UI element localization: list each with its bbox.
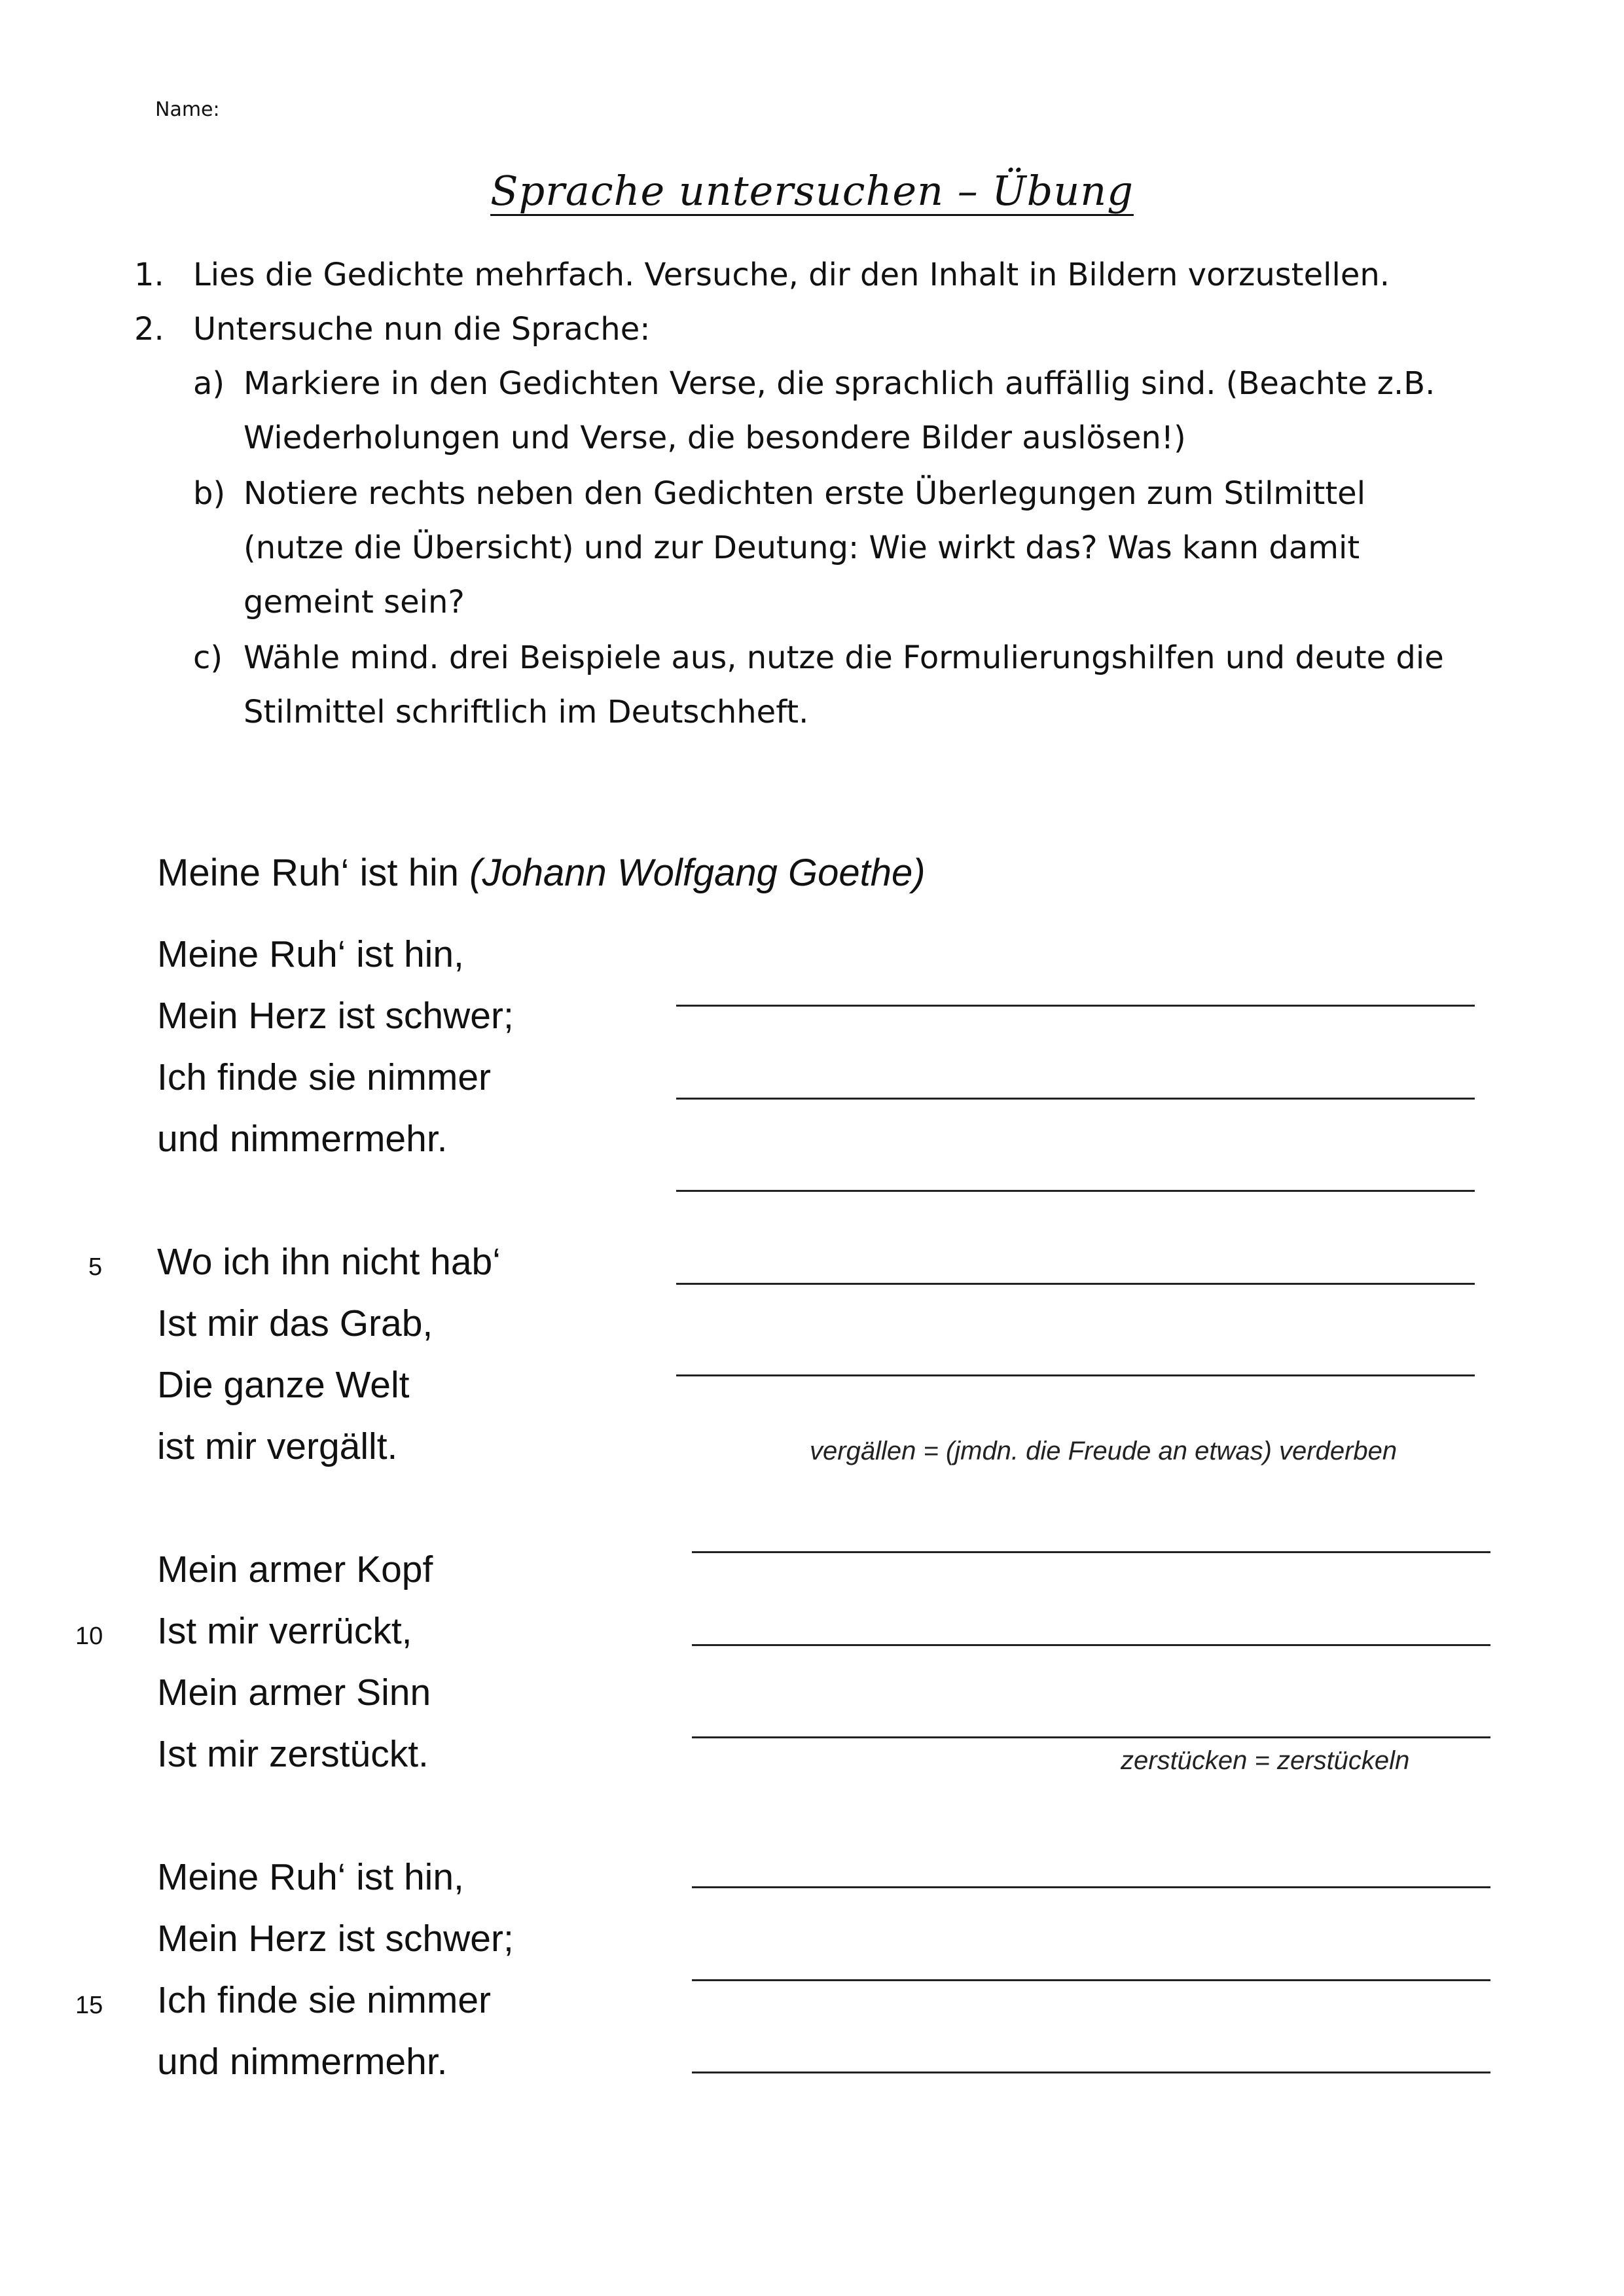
- subtask-b-line-1: Notiere rechts neben den Gedichten erste Überlegungen zum Stilmittel: [244, 475, 1366, 512]
- verse-7: Die ganze Welt: [157, 1364, 410, 1406]
- verse-12: Ist mir zerstückt.: [157, 1733, 429, 1775]
- subtask-a-line-2: Wiederholungen und Verse, die besondere Bilder auslösen!): [244, 420, 1186, 456]
- writing-line[interactable]: [676, 1098, 1475, 1100]
- writing-line[interactable]: [692, 1886, 1490, 1888]
- name-label: Name:: [155, 98, 220, 121]
- verse-11: Mein armer Sinn: [157, 1672, 431, 1713]
- subtask-a-letter: a): [193, 365, 225, 402]
- verse-15: Ich finde sie nimmer: [157, 1979, 492, 2021]
- poem-title: [157, 851, 926, 895]
- writing-line[interactable]: [692, 1979, 1490, 1981]
- writing-line[interactable]: [692, 1551, 1490, 1553]
- subtask-c-line-2: Stilmittel schriftlich im Deutschheft.: [244, 694, 809, 730]
- subtask-c-letter: c): [193, 639, 223, 676]
- verse-6: Ist mir das Grab,: [157, 1302, 433, 1344]
- task-1-number: 1.: [134, 257, 164, 293]
- line-number-5: 5: [88, 1253, 103, 1281]
- verse-8: ist mir vergällt.: [157, 1426, 398, 1467]
- verse-13: Meine Ruh‘ ist hin,: [157, 1856, 464, 1898]
- vocab-note-vergaellen: vergällen = (jmdn. die Freude an etwas) verderben: [810, 1437, 1398, 1465]
- verse-14: Mein Herz ist schwer;: [157, 1918, 514, 1960]
- writing-line[interactable]: [676, 1283, 1475, 1285]
- subtask-c-line-1: Wähle mind. drei Beispiele aus, nutze die Formulierungshilfen und deute die: [244, 639, 1444, 676]
- verse-1: Meine Ruh‘ ist hin,: [157, 933, 464, 975]
- line-number-10: 10: [75, 1623, 103, 1650]
- writing-line[interactable]: [692, 1736, 1490, 1738]
- task-2-number: 2.: [134, 311, 164, 348]
- verse-3: Ich finde sie nimmer: [157, 1056, 492, 1098]
- verse-9: Mein armer Kopf: [157, 1549, 433, 1590]
- writing-line[interactable]: [676, 1374, 1475, 1376]
- subtask-b-line-2: (nutze die Übersicht) und zur Deutung: Wie wirkt das? Was kann damit: [244, 529, 1360, 566]
- verse-16: und nimmermehr.: [157, 2041, 448, 2083]
- verse-10: Ist mir verrückt,: [157, 1610, 412, 1652]
- verse-2: Mein Herz ist schwer;: [157, 995, 514, 1037]
- writing-line[interactable]: [692, 1644, 1490, 1646]
- line-number-15: 15: [75, 1992, 103, 2019]
- writing-line[interactable]: [692, 2072, 1490, 2073]
- verse-4: und nimmermehr.: [157, 1118, 448, 1160]
- page-title: [0, 167, 1624, 215]
- poem-title-text: Meine Ruh‘ ist hin: [157, 852, 459, 894]
- subtask-b-line-3: gemeint sein?: [244, 584, 465, 620]
- writing-line[interactable]: [676, 1005, 1475, 1007]
- writing-line[interactable]: [676, 1190, 1475, 1192]
- verse-5: Wo ich ihn nicht hab‘: [157, 1241, 501, 1283]
- task-2-text: Untersuche nun die Sprache:: [193, 311, 651, 348]
- subtask-b-letter: b): [193, 475, 226, 512]
- vocab-note-zerstuecken: zerstücken = zerstückeln: [1121, 1746, 1410, 1775]
- subtask-a-line-1: Markiere in den Gedichten Verse, die sprachlich auffällig sind. (Beachte z.B.: [244, 365, 1435, 402]
- task-1-text: Lies die Gedichte mehrfach. Versuche, dir den Inhalt in Bildern vorzustellen.: [193, 257, 1390, 293]
- page-title-text: Sprache untersuchen – Übung: [490, 167, 1134, 215]
- poem-author: (Johann Wolfgang Goethe): [469, 852, 926, 894]
